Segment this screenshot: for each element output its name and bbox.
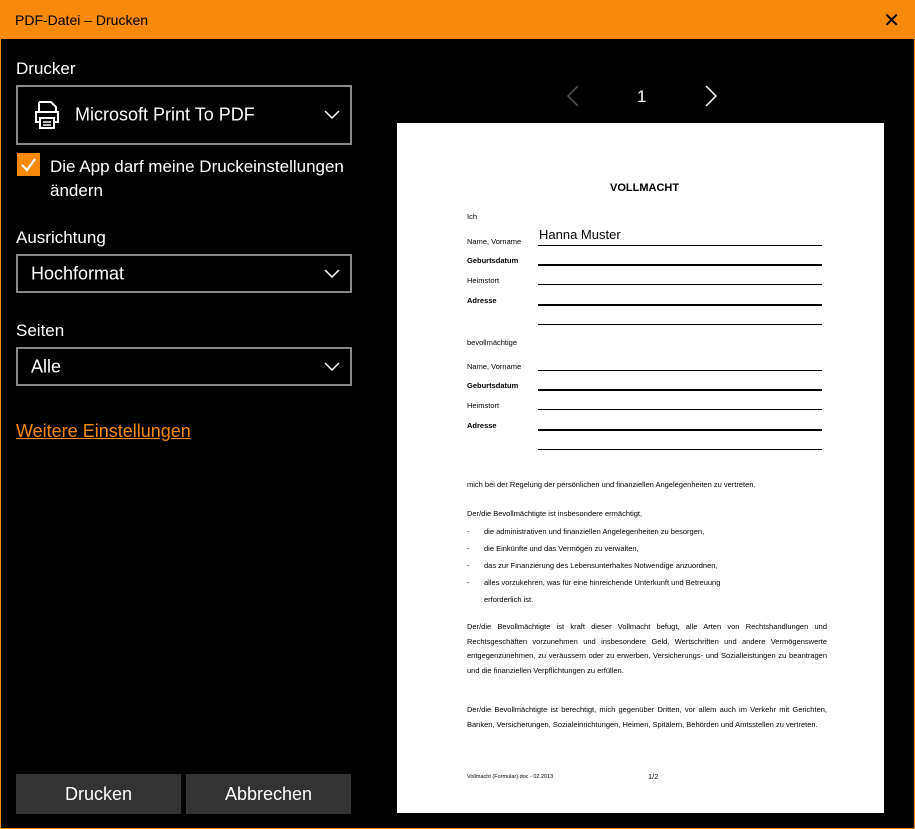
printer-select[interactable] [16,85,352,145]
doc-bullet-dash: - [467,544,470,553]
doc-regelung: mich bei der Regelung der persönlichen und finanziellen Angelegenheiten zu vertreten. [467,480,756,489]
app-settings-label [50,155,344,203]
doc-bullet-text: das zur Finanzierung des Lebensunterhaltes Notwendige anzuordnen, [484,561,718,570]
doc-paragraph: Der/die Bevollmächtigte ist kraft dieser Vollmacht befugt, alle Arten von Rechtshandlungen und Rechtsgeschäften vorzunehmen und insbesondere Geld, Wertschriften und andere Vermögenswerte entgegenzunehmen, zu veräussern oder zu erwerben, Versicherungs- und Sozialleistungen zu beantragen und die finanziellen Verpflichtungen zu erfüllen. [467,622,827,675]
doc-bullet-dash: - [467,527,470,536]
doc-bullet-continuation: erforderlich ist. [484,595,534,604]
print-button[interactable]: Drucken [16,774,181,814]
app-settings-label-line1: Die App darf meine Druckeinstellungen [50,157,344,176]
more-settings-link[interactable]: Weitere Einstellungen [16,421,191,441]
doc-field-label: Geburtsdatum [467,381,519,390]
doc-field-line [538,264,822,266]
print-preview-page [397,123,884,813]
doc-bullet-text: alles vorzukehren, was für eine hinreichende Unterkunft und Betreuung [484,578,721,587]
orientation-select[interactable] [16,254,352,293]
doc-field-label: Heimstort [467,276,500,285]
printer-icon [34,100,60,130]
doc-footer-page: 1/2 [648,772,659,781]
pages-select[interactable] [16,347,352,386]
app-settings-checkbox[interactable] [17,153,40,176]
doc-ich: Ich [467,212,478,221]
doc-field-label: Adresse [467,421,497,430]
doc-bullet-dash: - [467,578,470,587]
checkmark-icon [17,153,40,176]
doc-field-label: Geburtsdatum [467,256,519,265]
doc-field-label: Heimstort [467,401,500,410]
doc-field-line [538,324,822,325]
orientation-value: Hochformat [31,263,125,283]
doc-field-label: Adresse [467,296,497,305]
doc-field-line [538,304,822,306]
doc-bevollmaechtige: bevollmächtige [467,338,518,347]
doc-paragraph: Der/die Bevollmächtigte ist berechtigt, mich gegenüber Dritten, vor allem auch im Verkehr mit Gerichten, Banken, Versicherungen, Sozialeinrichtungen, Heimen, Spitälern, Behörden und Amtsstellen zu vertreten. [467,705,827,729]
close-icon[interactable]: ✕ [883,8,900,32]
title-bar [1,1,914,39]
page-number: 1 [637,87,647,106]
doc-field-line [538,245,822,246]
printer-label: Drucker [16,59,76,78]
chevron-down-icon [324,269,340,279]
doc-field-line [538,449,822,450]
doc-field-label: Name, Vorname [467,362,522,371]
doc-bullet-text: die Einkünfte und das Vermögen zu verwalten, [484,544,639,553]
doc-ermaechtigt: Der/die Bevollmächtigte ist insbesondere ermächtigt, [467,509,643,518]
printer-value: Microsoft Print To PDF [75,104,255,125]
doc-field-line [538,370,822,371]
pages-label: Seiten [16,321,65,340]
doc-field-line [538,409,822,410]
previous-page-icon[interactable] [566,85,580,107]
pages-value: Alle [31,356,62,376]
doc-footer-left: Vollmacht (Formular).doc - 02.2013 [467,774,554,780]
doc-field-line [538,429,822,431]
app-settings-label-line2: ändern [50,181,103,200]
next-page-icon[interactable] [704,85,718,107]
orientation-label: Ausrichtung [16,228,106,247]
doc-field-line [538,389,822,391]
doc-filled-name: Hanna Muster [539,227,621,242]
doc-bullet-dash: - [467,561,470,570]
chevron-down-icon [324,110,340,120]
chevron-down-icon [324,362,340,372]
window-title: PDF-Datei – Drucken [15,12,149,28]
doc-heading: VOLLMACHT [610,182,680,194]
cancel-button[interactable]: Abbrechen [186,774,351,814]
doc-field-label: Name, Vorname [467,237,522,246]
doc-bullet-text: die administrativen und finanziellen Angelegenheiten zu besorgen, [484,527,705,536]
doc-field-line [538,284,822,285]
